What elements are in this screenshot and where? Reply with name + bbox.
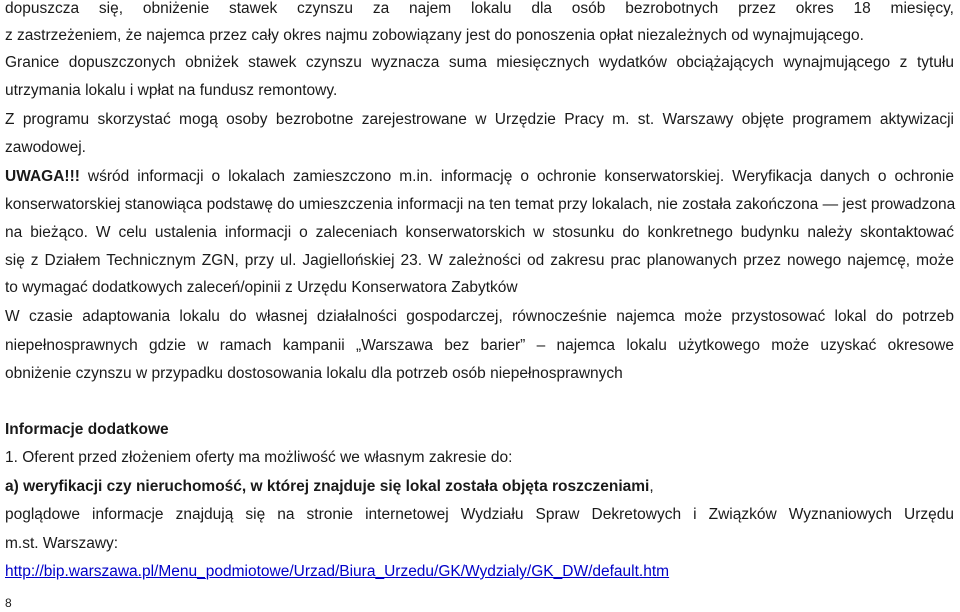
additional-info-item-a-line-3: m.st. Warszawy: [5, 535, 119, 552]
paragraph-1-line-1: dopuszcza się, obniżenie stawek czynszu za najem lokalu dla osób bezrobotnych przez okres 18 miesięcy, [5, 0, 954, 17]
additional-info-heading: Informacje dodatkowe [5, 421, 169, 438]
paragraph-2-line-2: utrzymania lokalu i wpłat na fundusz remontowy. [5, 82, 338, 99]
bip-link-line [5, 563, 954, 581]
additional-info-item-a [5, 478, 954, 496]
page-number: 8 [5, 596, 12, 610]
paragraph-4-line-2: niepełnosprawnych gdzie w ramach kampanii „Warszawa bez barier” – najemca lokalu użytkowego może uzyskać okresowe [5, 337, 954, 354]
warning-label: UWAGA!!! [5, 168, 80, 185]
warning-line-5: to wymagać dodatkowych zaleceń/opinii z Urzędu Konserwatora Zabytków [5, 279, 518, 296]
warning-line-1 [5, 168, 954, 186]
paragraph-4-line-3: obniżenie czynszu w przypadku dostosowania lokalu dla potrzeb osób niepełnosprawnych [5, 365, 623, 382]
item-a-bold-text: a) weryfikacji czy nieruchomość, w której znajduje się lokal została objęta roszczeniami [5, 478, 650, 495]
bip-link[interactable]: http://bip.warszawa.pl/Menu_podmiotowe/Urzad/Biura_Urzedu/GK/Wydzialy/GK_DW/default.htm [5, 563, 670, 580]
additional-info-item-a-line-2: poglądowe informacje znajdują się na stronie internetowej Wydziału Spraw Dekretowych i Związków Wyznaniowych Urzędu [5, 506, 954, 523]
warning-line-2: konserwatorskiej stanowiąca podstawę do umieszczenia informacji na ten temat przy lokalach, nie została zakończona — jest prowadzona [5, 196, 956, 213]
paragraph-3-line-1: Z programu skorzystać mogą osoby bezrobotne zarejestrowane w Urzędzie Pracy m. st. Warszawy objęte programem aktywizacji [5, 111, 954, 128]
warning-line-4: się z Działem Technicznym ZGN, przy ul. Jagiellońskiej 23. W zależności od zakresu prac planowanych przez nowego najemcę, może [5, 252, 954, 269]
paragraph-4-line-1: W czasie adaptowania lokalu do własnej działalności gospodarczej, równocześnie najemca może przystosować lokal do potrzeb [5, 308, 954, 325]
paragraph-3-line-2: zawodowej. [5, 139, 86, 156]
item-a-comma: , [649, 478, 654, 495]
additional-info-item-1: 1. Oferent przed złożeniem oferty ma możliwość we własnym zakresie do: [5, 449, 513, 466]
warning-line-1-text: wśród informacji o lokalach zamieszczono m.in. informację o ochronie konserwatorskiej. Weryfikacja danych o ochronie [79, 168, 954, 185]
paragraph-1-line-2: z zastrzeżeniem, że najemca przez cały okres najmu zobowiązany jest do ponoszenia opłat niezależnych od wynajmującego. [5, 27, 864, 44]
paragraph-2-line-1: Granice dopuszczonych obniżek stawek czynszu wyznacza suma miesięcznych wydatków obciążających wynajmującego z tytułu [5, 54, 954, 71]
warning-line-3: na bieżąco. W celu ustalenia informacji o zaleceniach konserwatorskich w stosunku do konkretnego budynku należy skontaktować [5, 224, 954, 241]
